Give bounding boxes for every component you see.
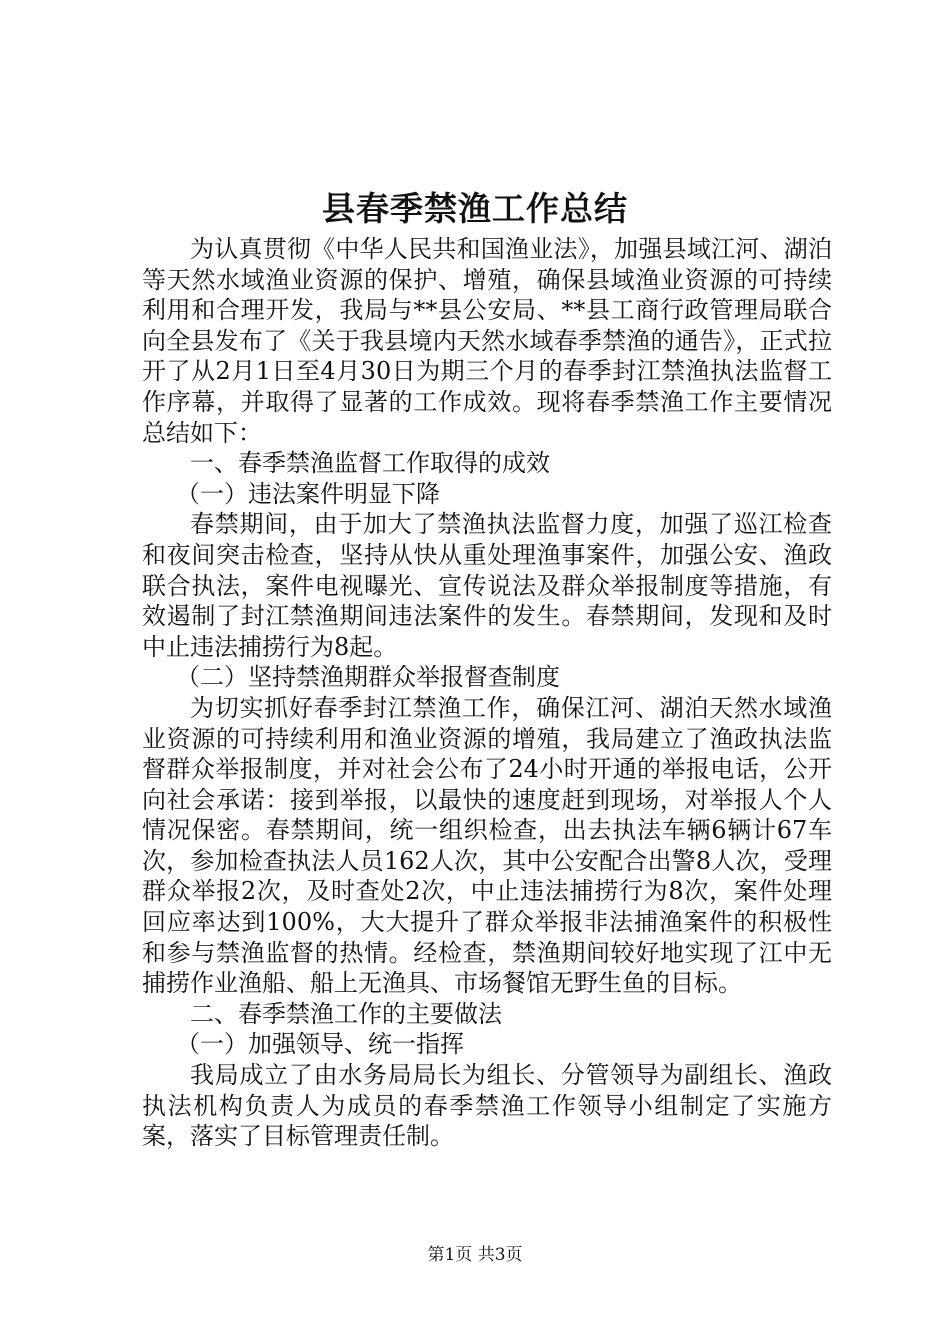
subsection-heading-1-2: （二）坚持禁渔期群众举报督查制度 bbox=[176, 663, 560, 692]
subsection-heading-1-1: （一）违法案件明显下降 bbox=[176, 479, 440, 508]
section-heading-2: 二、春季禁渔工作的主要做法 bbox=[190, 999, 502, 1028]
paragraph-1-2: 为切实抓好春季封江禁渔工作，确保江河、湖泊天然水域渔业资源的可持续利用和渔业资源的增殖，我局建立了渔政执法监督群众举报制度，并对社会公布了24小时开通的举报电话，公开向社会承诺：接到举报，以最快的速度赶到现场，对举报人个人情况保密。春禁期间，统一组织检查，出去执法车辆6辆计67车次，参加检查执法人员162人次，其中公安配合出警8人次，受理群众举报2次，及时查处2次，中止违法捕捞行为8次，案件处理回应率达到100%，大大提升了群众举报非法捕渔案件的积极性和参与禁渔监督的热情。经检查，禁渔期间较好地实现了江中无捕捞作业渔船、船上无渔具、市场餐馆无野生鱼的目标。 bbox=[142, 693, 832, 998]
paragraph-2-1: 我局成立了由水务局局长为组长、分管领导为副组长、渔政执法机构负责人为成员的春季禁渔工作领导小组制定了实施方案，落实了目标管理责任制。 bbox=[142, 1061, 832, 1151]
paragraph-1-1: 春禁期间，由于加大了禁渔执法监督力度，加强了巡江检查和夜间突击检查，坚持从快从重处理渔事案件，加强公安、渔政联合执法，案件电视曝光、宣传说法及群众举报制度等措施，有效遏制了封江禁渔期间违法案件的发生。春禁期间，发现和及时中止违法捕捞行为8起。 bbox=[142, 510, 832, 661]
subsection-heading-2-1: （一）加强领导、统一指挥 bbox=[176, 1030, 464, 1059]
section-heading-1: 一、春季禁渔监督工作取得的成效 bbox=[190, 449, 550, 478]
document-body bbox=[142, 234, 832, 1152]
page-footer: 第1页 共3页 bbox=[427, 1245, 523, 1265]
intro-paragraph: 为认真贯彻《中华人民共和国渔业法》，加强县域江河、湖泊等天然水域渔业资源的保护、增殖，确保县域渔业资源的可持续利用和合理开发，我局与**县公安局、**县工商行政管理局联合向全县发布了《关于我县境内天然水域春季禁渔的通告》，正式拉开了从2月1日至4月30日为期三个月的春季封江禁渔执法监督工作序幕，并取得了显著的工作成效。现将春季禁渔工作主要情况总结如下： bbox=[142, 235, 832, 447]
document-title: 县春季禁渔工作总结 bbox=[322, 189, 628, 228]
